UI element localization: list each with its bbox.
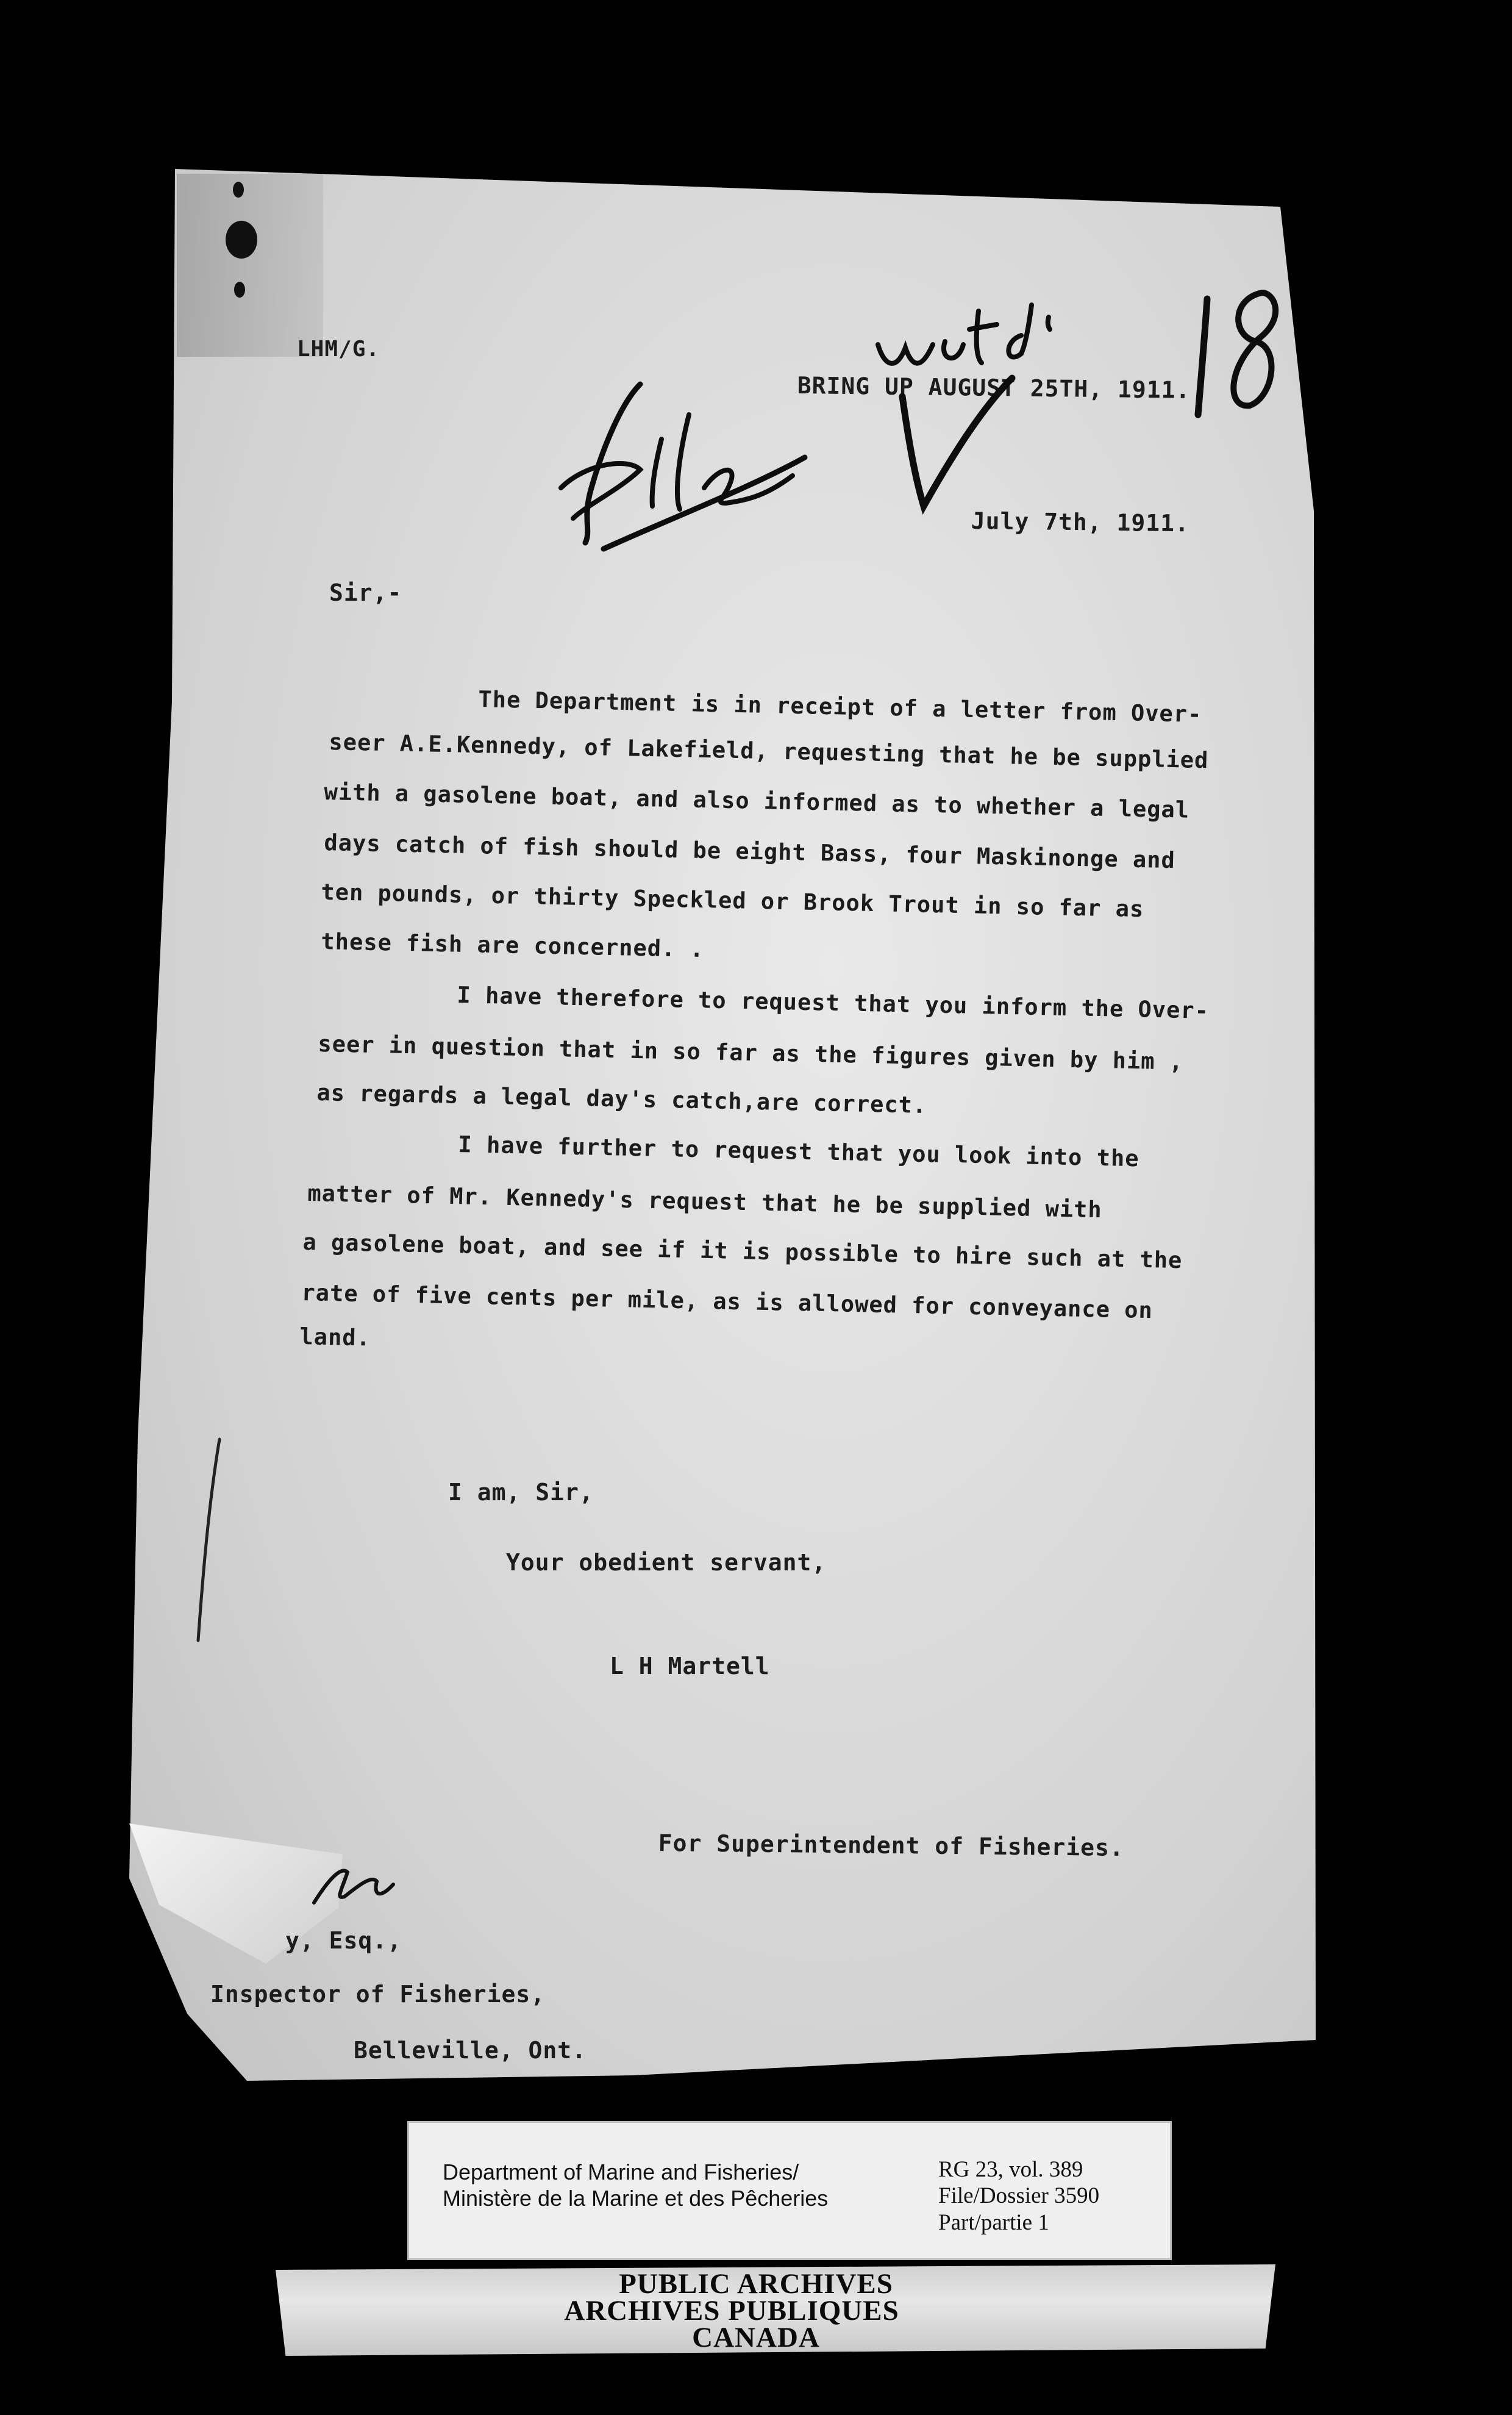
- body-line: seer A.E.Kennedy, of Lakefield, requesting that he be supplied: [329, 729, 1209, 774]
- signer-title: For Superintendent of Fisheries.: [658, 1830, 1125, 1861]
- address-title: Inspector of Fisheries,: [210, 1981, 546, 2008]
- body-line: as regards a legal day's catch,are correct.: [316, 1079, 927, 1118]
- closing-servant: Your obedient servant,: [506, 1549, 827, 1576]
- closing-greeting: I am, Sir,: [448, 1479, 594, 1506]
- body-line: with a gasolene boat, and also informed as to whether a legal: [324, 779, 1190, 823]
- handwritten-noted-annotation: [866, 287, 1097, 531]
- letter-date: July 7th, 1911.: [971, 507, 1190, 537]
- handwritten-number-18: [1183, 274, 1305, 433]
- address-name: y, Esq.,: [285, 1927, 402, 1954]
- label-dept-fr: Ministère de la Marine et des Pêcheries: [443, 2186, 829, 2211]
- bring-up-note: BRING UP AUGUST 25TH, 1911.: [797, 372, 1191, 404]
- label-file-number: File/Dossier 3590: [938, 2183, 1100, 2208]
- body-line: these fish are concerned. .: [321, 928, 705, 963]
- body-line: seer in question that in so far as the figures given by him ,: [318, 1031, 1184, 1075]
- signature-name: L H Martell: [610, 1653, 770, 1680]
- handwritten-file-annotation: [549, 366, 829, 561]
- punch-strip: [177, 174, 323, 357]
- stamp-line-2: ARCHIVES PUBLIQUES: [564, 2295, 899, 2327]
- punch-hole-small: [233, 182, 244, 198]
- salutation: Sir,-: [329, 579, 402, 606]
- body-line: ten pounds, or thirty Speckled or Brook Trout in so far as: [321, 879, 1144, 923]
- label-part: Part/partie 1: [938, 2210, 1049, 2235]
- archive-label-card: [407, 2121, 1172, 2260]
- label-dept-en: Department of Marine and Fisheries/: [443, 2159, 799, 2184]
- reference-code: LHM/G.: [297, 337, 380, 362]
- stamp-line-1: PUBLIC ARCHIVES: [619, 2268, 893, 2300]
- punch-hole-small: [234, 282, 245, 298]
- margin-mark: [183, 1433, 232, 1653]
- body-line: I have further to request that you look into the: [458, 1131, 1140, 1172]
- address-city: Belleville, Ont.: [354, 2037, 587, 2064]
- body-line: days catch of fish should be eight Bass, four Maskinonge and: [324, 829, 1176, 874]
- punch-hole: [226, 221, 257, 259]
- stamp-line-3: CANADA: [692, 2322, 820, 2353]
- body-line: land.: [299, 1323, 371, 1351]
- body-line: a gasolene boat, and see if it is possible to hire such at the: [302, 1229, 1183, 1274]
- label-rg-volume: RG 23, vol. 389: [938, 2157, 1083, 2182]
- body-line: I have therefore to request that you inform the Over-: [457, 982, 1210, 1024]
- body-line: The Department is in receipt of a letter from Over-: [478, 686, 1202, 728]
- handwritten-corner-initials: [305, 1848, 402, 1921]
- body-line: rate of five cents per mile, as is allowed for conveyance on: [301, 1279, 1154, 1324]
- body-line: matter of Mr. Kennedy's request that he be supplied with: [307, 1180, 1103, 1223]
